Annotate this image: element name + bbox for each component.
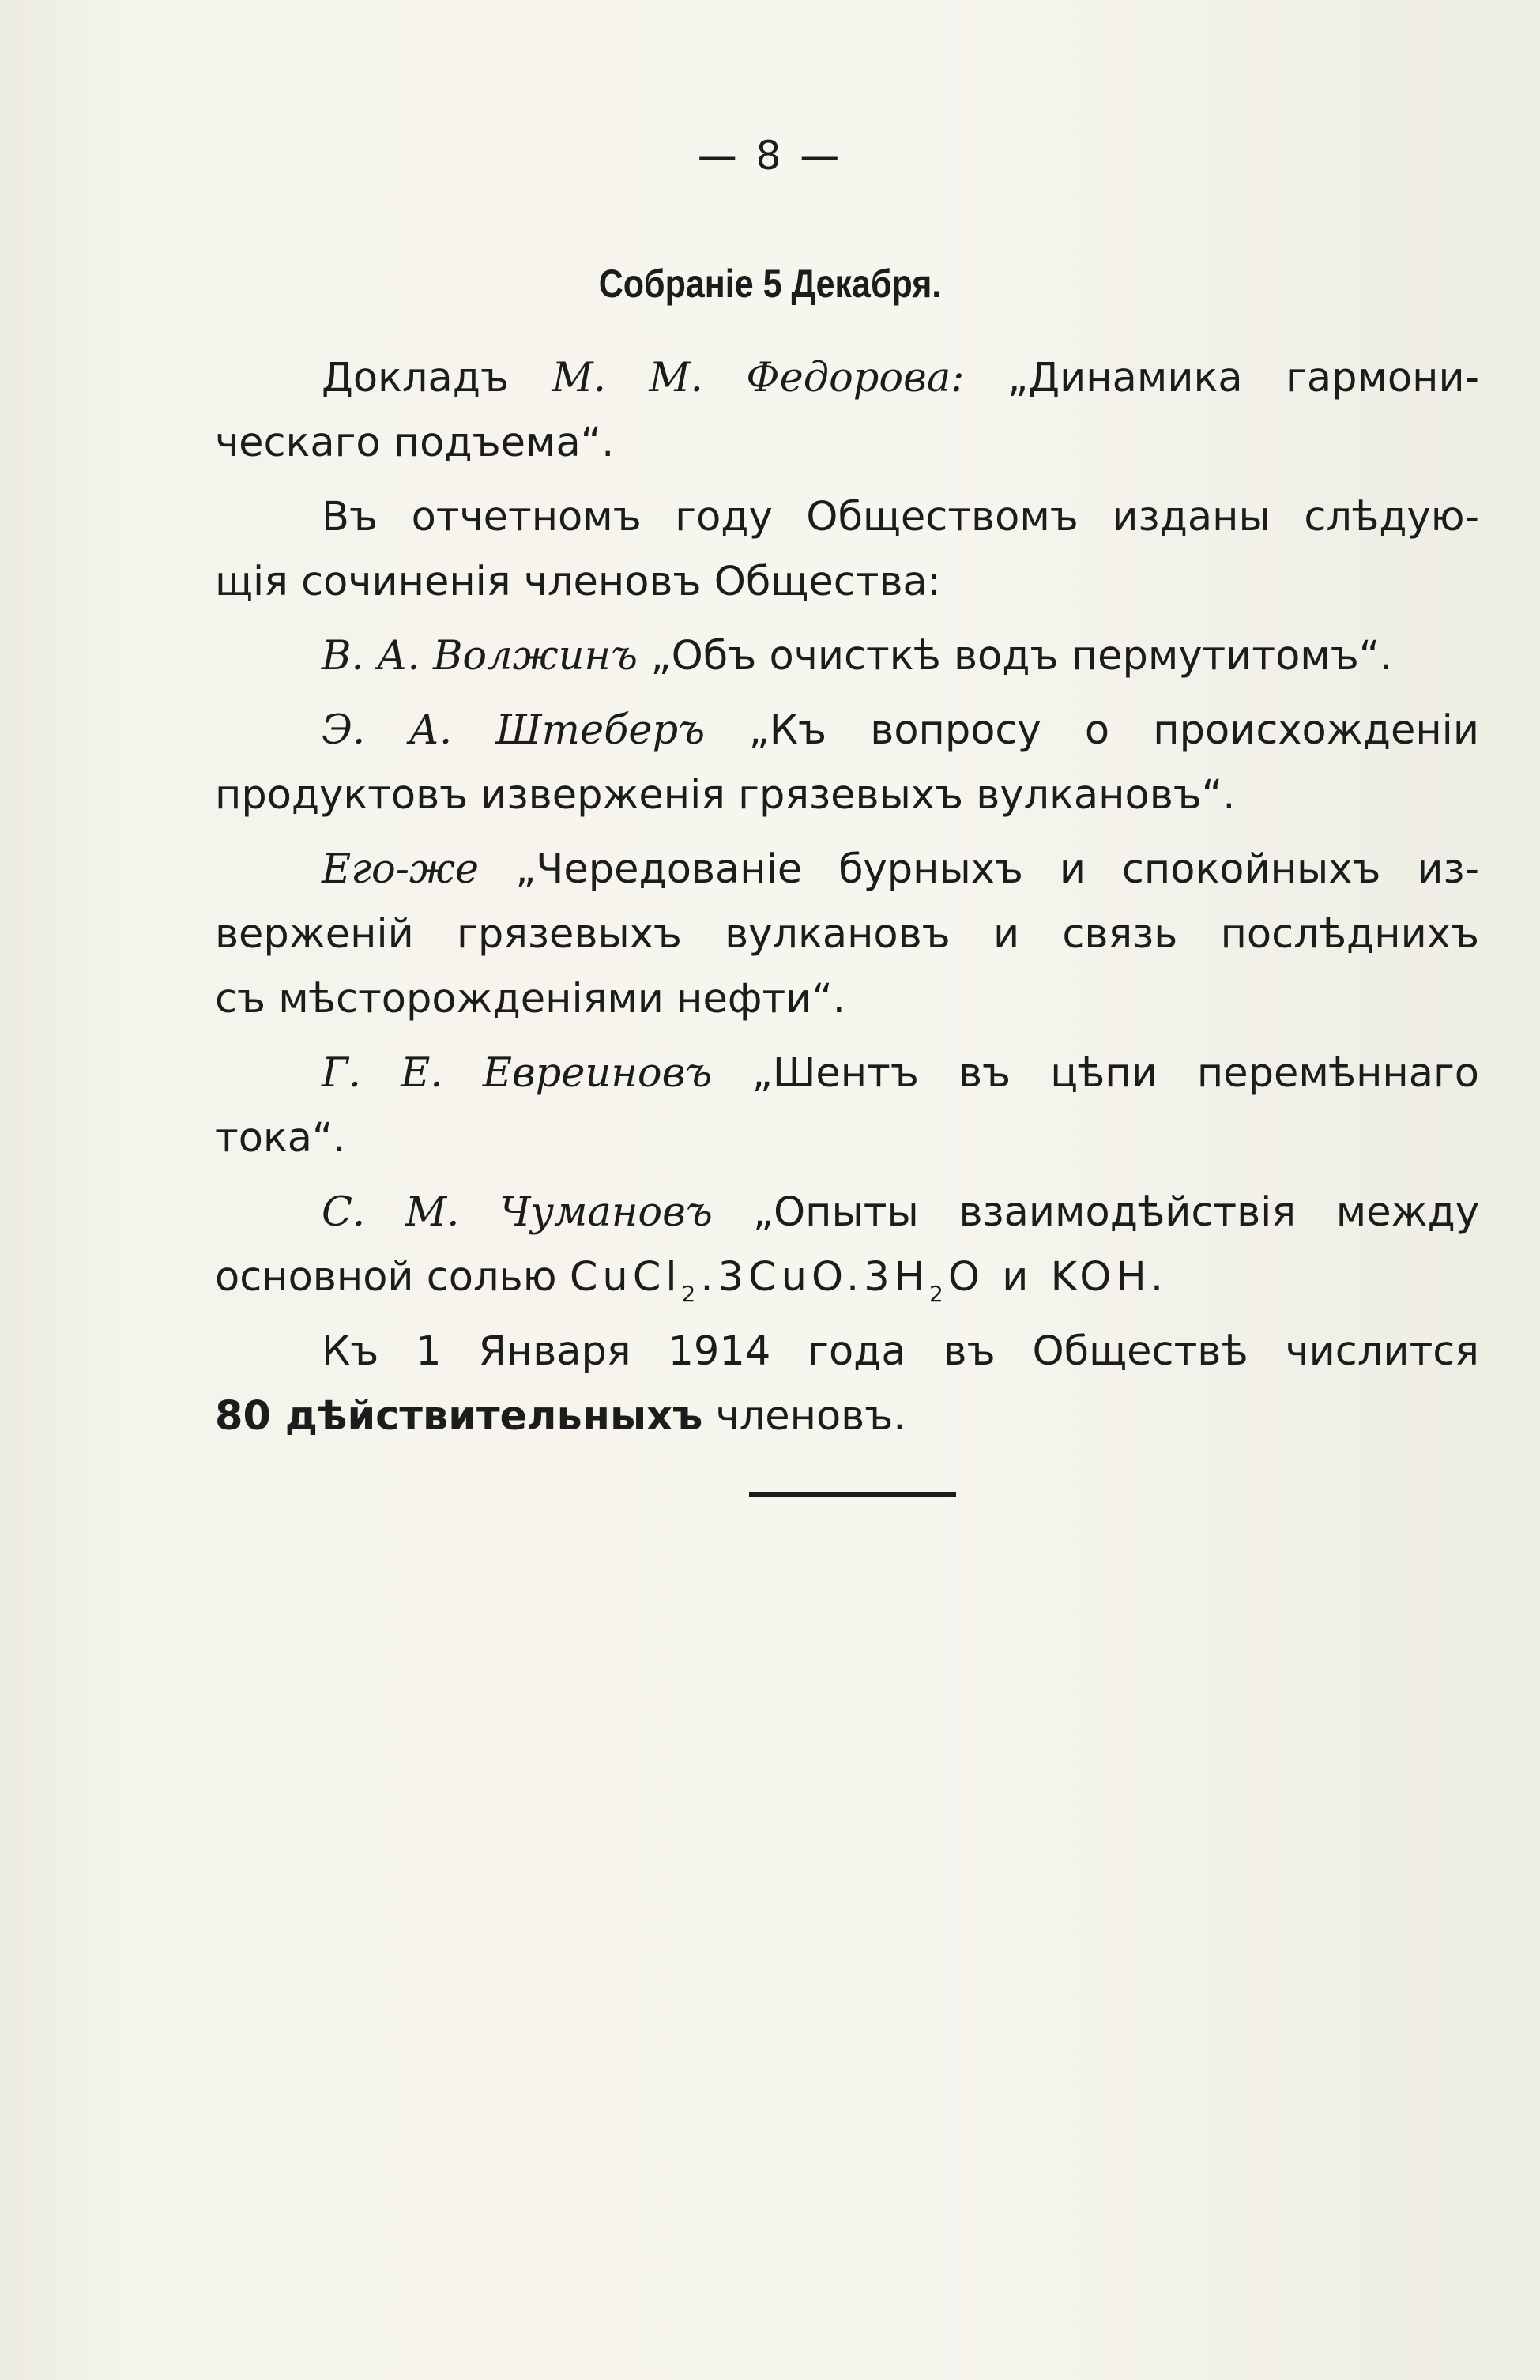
publication-text: основной солью	[215, 1254, 557, 1301]
report-author: М. М. Федорова:	[552, 355, 965, 401]
publication-volzhin	[215, 624, 1479, 689]
publication-ego-zhe-line-2: верженій грязевыхъ вулкановъ и связь послѣднихъ	[215, 911, 1479, 958]
paragraph-publications-line-2: щія сочиненія членовъ Общества:	[215, 559, 941, 605]
publication-author: Г. Е. Евреиновъ	[322, 1050, 713, 1097]
publication-title: „Шентъ въ цѣпи перемѣннаго	[751, 1050, 1480, 1097]
formula-part: .3CuO.3H	[700, 1254, 930, 1301]
members-label: членовъ.	[715, 1393, 906, 1440]
report-label: Докладъ	[322, 355, 509, 401]
paragraph-publications-line-1: Въ отчетномъ году Обществомъ изданы слѣдую-	[322, 494, 1479, 540]
formula-part: CuCl	[569, 1254, 682, 1301]
formula-subscript: 2	[929, 1281, 948, 1307]
publication-title: „Чередованіе бурныхъ и спокойныхъ из-	[515, 846, 1479, 893]
paragraph-report-line-1	[215, 346, 1479, 411]
chemical-formula	[569, 1254, 1169, 1307]
paragraph-report-line-2: ческаго подъема“.	[215, 420, 615, 466]
body-text	[215, 346, 1479, 1449]
publication-ego-zhe-line-3: съ мѣсторожденіями нефти“.	[215, 976, 845, 1022]
publication-author: С. М. Чумановъ	[322, 1189, 713, 1236]
publication-chumanov-line-2	[215, 1245, 1479, 1310]
closing-rule	[749, 1492, 956, 1497]
paragraph-members-line-2	[215, 1384, 1479, 1449]
paragraph-members-line-1: Къ 1 Января 1914 года въ Обществѣ числится	[322, 1328, 1479, 1375]
publication-ego-zhe-line-1	[215, 838, 1479, 902]
publication-title: „Къ вопросу о происхожденіи	[748, 707, 1479, 754]
publication-evreinov-line-2: тока“.	[215, 1115, 346, 1162]
publication-title: „Опыты взаимодѣйствія между	[752, 1189, 1480, 1236]
page-number: — 8 —	[697, 133, 843, 179]
publication-author: Э. А. Штеберъ	[322, 707, 706, 754]
report-title-start: „Динамика гармони-	[1007, 355, 1480, 401]
publication-author: Его-же	[322, 846, 480, 893]
section-title: Собраніе 5 Декабря.	[598, 262, 942, 306]
formula-part: O и KOH.	[947, 1254, 1169, 1301]
publication-shteber-line-2: продуктовъ изверженія грязевыхъ вулкановъ“.	[215, 772, 1236, 819]
formula-subscript: 2	[681, 1281, 701, 1307]
publication-shteber-line-1	[215, 699, 1479, 763]
publication-chumanov-line-1	[215, 1181, 1479, 1245]
publication-title: „Объ очисткѣ водъ пермутитомъ“.	[650, 633, 1393, 680]
members-count: 80 дѣйствительныхъ	[215, 1393, 703, 1440]
publication-author: В. А. Волжинъ	[322, 633, 638, 680]
publication-evreinov-line-1	[215, 1041, 1479, 1106]
